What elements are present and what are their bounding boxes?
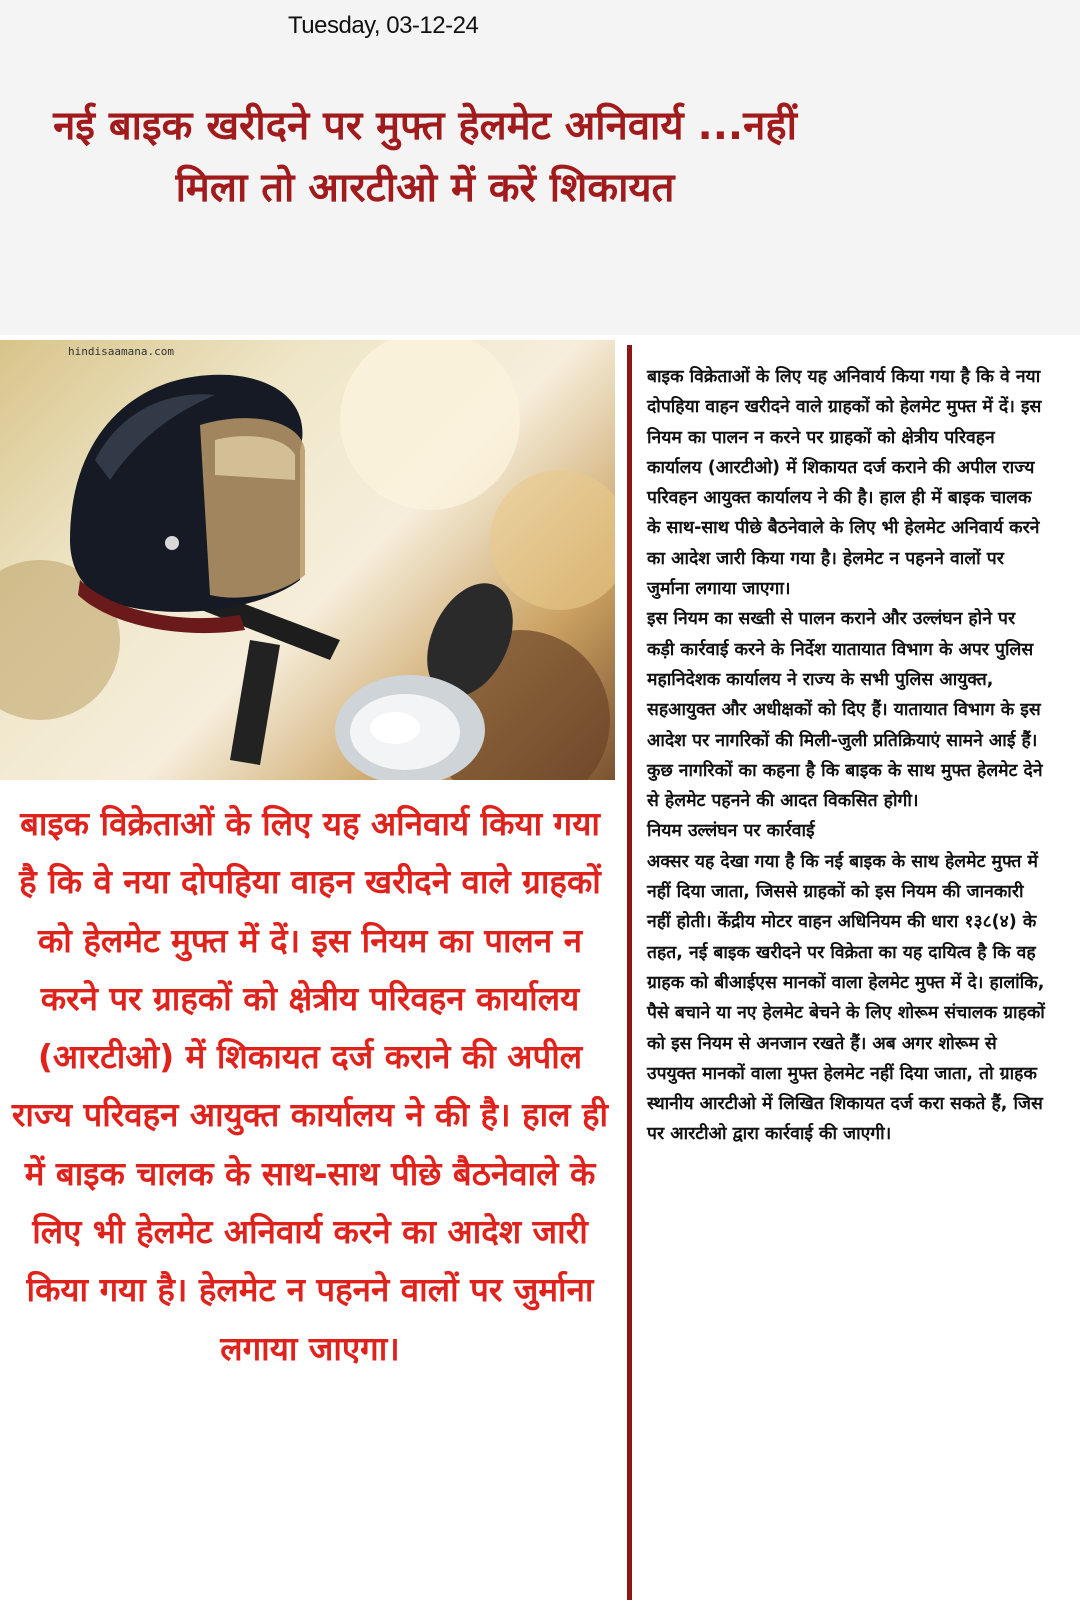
helmet-photo — [0, 340, 615, 780]
column-divider — [627, 345, 632, 1600]
date-label: Tuesday, 03-12-24 — [288, 12, 479, 39]
left-summary-text: बाइक विक्रेताओं के लिए यह अनिवार्य किया गया है कि वे नया दोपहिया वाहन खरीदने वाले ग्राहकों को हेलमेट मुफ्त में दें। इस नियम का पालन न करने पर ग्राहकों को क्षेत्रीय परिवहन कार्यालय (आरटीओ) में शिकायत दर्ज कराने की अपील राज्य परिवहन आयुक्त कार्यालय ने की है। हाल ही में बाइक चालक के साथ-साथ पीछे बैठनेवाले के लिए भी हेलमेट अनिवार्य करने का आदेश जारी किया गया है। हेलमेट न पहनने वालों पर जुर्माना लगाया जाएगा। — [11, 804, 609, 1368]
helmet-illustration — [0, 340, 615, 780]
headline: नई बाइक खरीदने पर मुफ्त हेलमेट अनिवार्य ...नहीं मिला तो आरटीओ में करें शिकायत — [53, 103, 797, 211]
photo-watermark: hindisaamana.com — [68, 345, 174, 358]
article-subheading: नियम उल्लंघन पर कार्रवाई — [647, 821, 815, 842]
right-article-column — [647, 362, 1047, 1150]
article-paragraph-2: इस नियम का सख्ती से पालन कराने और उल्लंघन होने पर कड़ी कार्रवाई करने के निर्देश यातायात विभाग के अपर पुलिस महानिदेशक कार्यालय ने राज्य के सभी पुलिस आयुक्त, सहआयुक्त और अधीक्षकों को दिए हैं। यातायात विभाग के इस आदेश पर नागरिकों की मिली-जुली प्रतिक्रियाएं सामने आई हैं। कुछ नागरिकों का कहना है कि बाइक के साथ मुफ्त हेलमेट देने से हेलमेट पहनने की आदत विकसित होगी। — [647, 609, 1043, 812]
article-paragraph-1: बाइक विक्रेताओं के लिए यह अनिवार्य किया गया है कि वे नया दोपहिया वाहन खरीदने वाले ग्राहकों को हेलमेट मुफ्त में दें। इस नियम का पालन न करने पर ग्राहकों को क्षेत्रीय परिवहन कार्यालय (आरटीओ) में शिकायत दर्ज कराने की अपील राज्य परिवहन आयुक्त कार्यालय ने की है। हाल ही में बाइक चालक के साथ-साथ पीछे बैठनेवाले के लिए भी हेलमेट अनिवार्य करने का आदेश जारी किया गया है। हेलमेट न पहनने वालों पर जुर्माना लगाया जाएगा। — [647, 367, 1042, 600]
header-band — [0, 0, 1080, 335]
article-paragraph-3: अक्सर यह देखा गया है कि नई बाइक के साथ हेलमेट मुफ्त में नहीं दिया जाता, जिससे ग्राहकों को इस नियम की जानकारी नहीं होती। केंद्रीय मोटर वाहन अधिनियम की धारा १३८(४) के तहत, नई बाइक खरीदने पर विक्रेता का यह दायित्व है कि वह ग्राहक को बीआईएस मानकों वाला हेलमेट मुफ्त में दे। हालांकि, पैसे बचाने या नए हेलमेट बेचने के लिए शोरूम संचालक ग्राहकों को इस नियम से अनजान रखते हैं। अब अगर शोरूम से उपयुक्त मानकों वाला मुफ्त हेलमेट नहीं दिया जाता, तो ग्राहक स्थानीय आरटीओ में लिखित शिकायत दर्ज करा सकते हैं, जिस पर आरटीओ द्वारा कार्रवाई की जाएगी। — [647, 851, 1045, 1145]
